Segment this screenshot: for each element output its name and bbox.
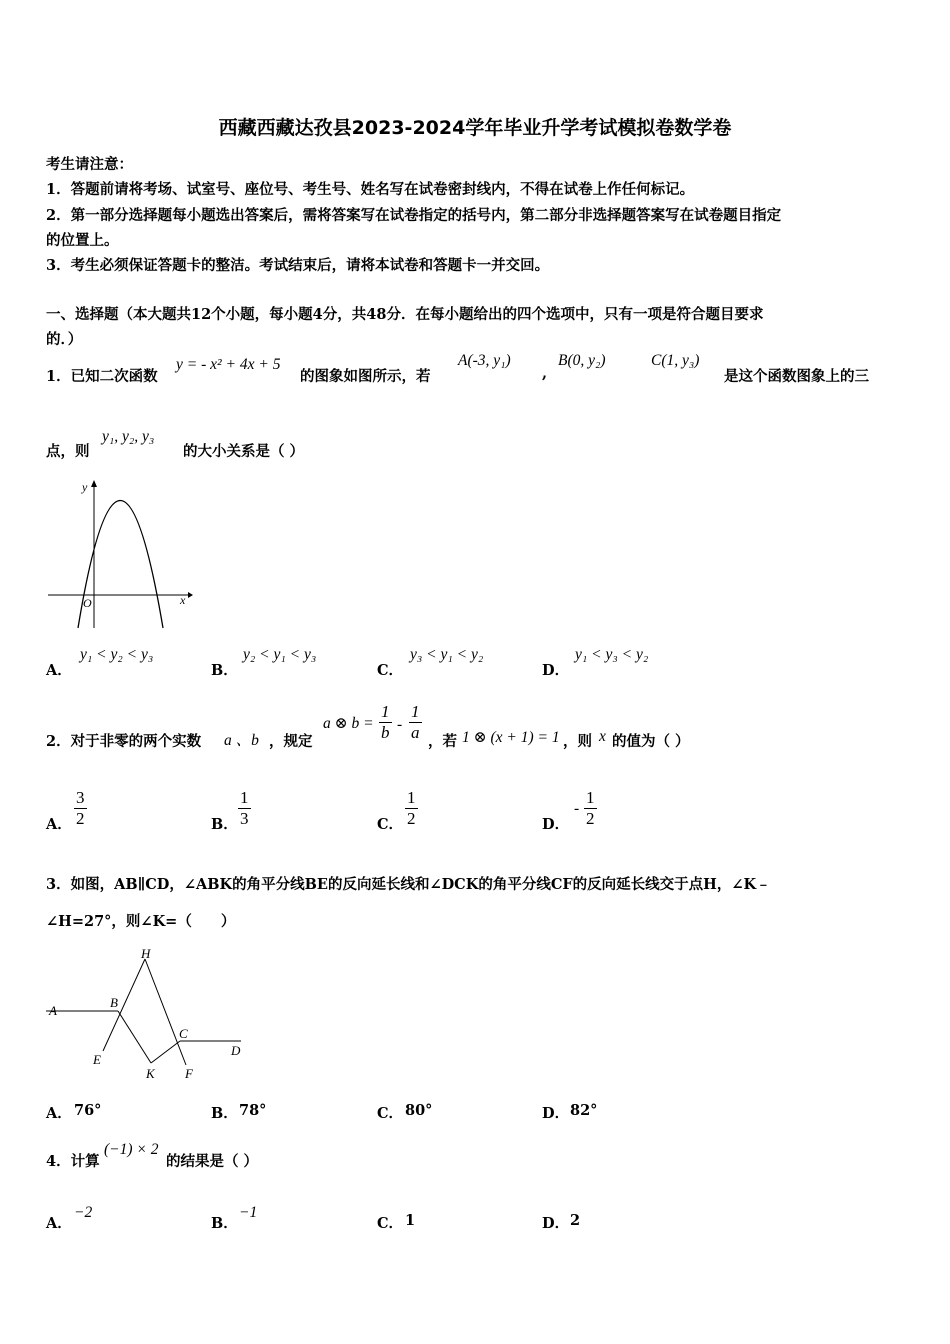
q1-parabola-graph bbox=[48, 478, 194, 634]
notice-item: 2．第一部分选择题每小题选出答案后，需将答案写在试卷指定的括号内，第二部分非选择题答案写在试卷题目指定 bbox=[46, 207, 782, 224]
label-a: A bbox=[49, 1003, 57, 1018]
x-axis-label: x bbox=[180, 593, 186, 607]
label-e: E bbox=[93, 1052, 101, 1067]
q4-suffix: 的结果是（ ） bbox=[166, 1153, 259, 1170]
q1-formula: y = - x² + 4x + 5 bbox=[176, 356, 281, 373]
option-expr: y₁ < y₃ < y₂ bbox=[575, 646, 649, 663]
label-k: K bbox=[146, 1066, 155, 1081]
q1-point-a: A(-3, y₁) bbox=[458, 352, 511, 369]
option-value: 80° bbox=[405, 1102, 433, 1119]
q2-cond-suffix: ，则 bbox=[563, 733, 592, 750]
option-label[interactable]: B． bbox=[211, 662, 238, 679]
option-value: 82° bbox=[570, 1102, 598, 1119]
q1-prefix: 1．已知二次函数 bbox=[46, 368, 158, 385]
label-b: B bbox=[110, 995, 118, 1010]
option-expr: y₂ < y₁ < y₃ bbox=[243, 646, 317, 663]
q4-expr: (−1) × 2 bbox=[104, 1141, 159, 1158]
option-label[interactable]: D． bbox=[542, 816, 570, 833]
q2-frac1: $\frac{1}{b}$ bbox=[381, 702, 390, 742]
option-label[interactable]: A． bbox=[46, 816, 72, 833]
option-fraction: $\frac{1}{2}$ bbox=[407, 788, 416, 828]
option-label[interactable]: A． bbox=[46, 1105, 72, 1122]
q2-cond: 1 ⊗ (x + 1) = 1 bbox=[462, 729, 560, 746]
option-label[interactable]: C． bbox=[377, 816, 404, 833]
section-heading: 一、选择题（本大题共12个小题，每小题4分，共48分．在每小题给出的四个选项中，只有一项是符合题目要求 bbox=[46, 306, 764, 323]
q1-mid: 的图象如图所示，若 bbox=[300, 368, 431, 385]
line-kc bbox=[151, 1041, 180, 1063]
notice-heading: 考生请注意： bbox=[46, 156, 133, 173]
notice-item: 3．考生必须保证答题卡的整洁。考试结束后，请将本试卷和答题卡一并交回。 bbox=[46, 257, 550, 274]
option-label[interactable]: A． bbox=[46, 1215, 72, 1232]
q2-var-x: x bbox=[599, 728, 606, 745]
q3-geometry-figure bbox=[46, 945, 251, 1083]
option-expr: y₁ < y₂ < y₃ bbox=[80, 646, 154, 663]
option-value: 1 bbox=[405, 1212, 416, 1229]
option-label[interactable]: B． bbox=[211, 1105, 238, 1122]
option-fraction: $\frac{1}{3}$ bbox=[240, 788, 249, 828]
y-axis-arrow bbox=[91, 480, 97, 487]
label-d: D bbox=[231, 1043, 241, 1058]
q2-frac2: $\frac{1}{a}$ bbox=[411, 702, 420, 742]
q3-line1: 3．如图，AB∥CD，∠ABK的角平分线BE的反向延长线和∠DCK的角平分线CF的反向延长线交于点H，∠K﹣ bbox=[46, 876, 771, 893]
x-axis-arrow bbox=[188, 592, 193, 598]
notice-item: 的位置上。 bbox=[46, 232, 119, 249]
option-label[interactable]: B． bbox=[211, 816, 238, 833]
label-f: F bbox=[185, 1066, 193, 1081]
option-value: 78° bbox=[239, 1102, 267, 1119]
origin-label: O bbox=[83, 596, 92, 610]
q2-vars: a 、b bbox=[224, 732, 259, 749]
line-hf bbox=[145, 959, 186, 1065]
option-value: −1 bbox=[239, 1204, 258, 1221]
option-label[interactable]: B． bbox=[211, 1215, 238, 1232]
option-fraction: $\frac{3}{2}$ bbox=[76, 788, 85, 828]
option-label[interactable]: C． bbox=[377, 1215, 404, 1232]
option-label[interactable]: C． bbox=[377, 662, 404, 679]
option-value: 76° bbox=[74, 1102, 102, 1119]
q1-line2-prefix: 点，则 bbox=[46, 443, 90, 460]
label-c: C bbox=[179, 1026, 188, 1041]
option-label[interactable]: A． bbox=[46, 662, 72, 679]
line-bk bbox=[118, 1011, 151, 1063]
q2-minus: - bbox=[397, 716, 403, 733]
q1-comma: , bbox=[542, 365, 548, 382]
option-label[interactable]: D． bbox=[542, 662, 570, 679]
q2-cond-prefix: ，若 bbox=[428, 733, 457, 750]
option-label[interactable]: D． bbox=[542, 1105, 570, 1122]
q1-point-c: C(1, y₃) bbox=[651, 352, 700, 369]
section-heading-cont: 的．） bbox=[46, 331, 83, 348]
q2-def-lhs: a ⊗ b = bbox=[323, 715, 374, 732]
option-label[interactable]: C． bbox=[377, 1105, 404, 1122]
y-axis-label: y bbox=[82, 480, 88, 494]
option-fraction: $\frac{1}{2}$ bbox=[586, 788, 595, 828]
q2-suffix: 的值为（ ） bbox=[612, 733, 690, 750]
page-title: 西藏西藏达孜县2023-2024学年毕业升学考试模拟卷数学卷 bbox=[218, 117, 732, 139]
q1-vars: y₁, y₂, y₃ bbox=[102, 428, 155, 445]
option-label[interactable]: D． bbox=[542, 1215, 570, 1232]
q1-suffix: 是这个函数图象上的三 bbox=[724, 368, 869, 385]
q2-prefix: 2．对于非零的两个实数 bbox=[46, 733, 202, 750]
notice-item: 1．答题前请将考场、试室号、座位号、考生号、姓名写在试卷密封线内，不得在试卷上作任何标记。 bbox=[46, 181, 695, 198]
q3-line2: ∠H=27°，则∠K=（ ） bbox=[46, 913, 236, 930]
label-h: H bbox=[141, 946, 151, 961]
q1-point-b: B(0, y₂) bbox=[558, 352, 606, 369]
q4-prefix: 4．计算 bbox=[46, 1153, 100, 1170]
option-expr: y₃ < y₁ < y₂ bbox=[410, 646, 484, 663]
option-value: 2 bbox=[570, 1212, 581, 1229]
option-sign: - bbox=[574, 800, 580, 817]
q2-mid: ，规定 bbox=[269, 733, 313, 750]
option-value: −2 bbox=[74, 1204, 93, 1221]
q1-line2-suffix: 的大小关系是（ ） bbox=[183, 443, 305, 460]
